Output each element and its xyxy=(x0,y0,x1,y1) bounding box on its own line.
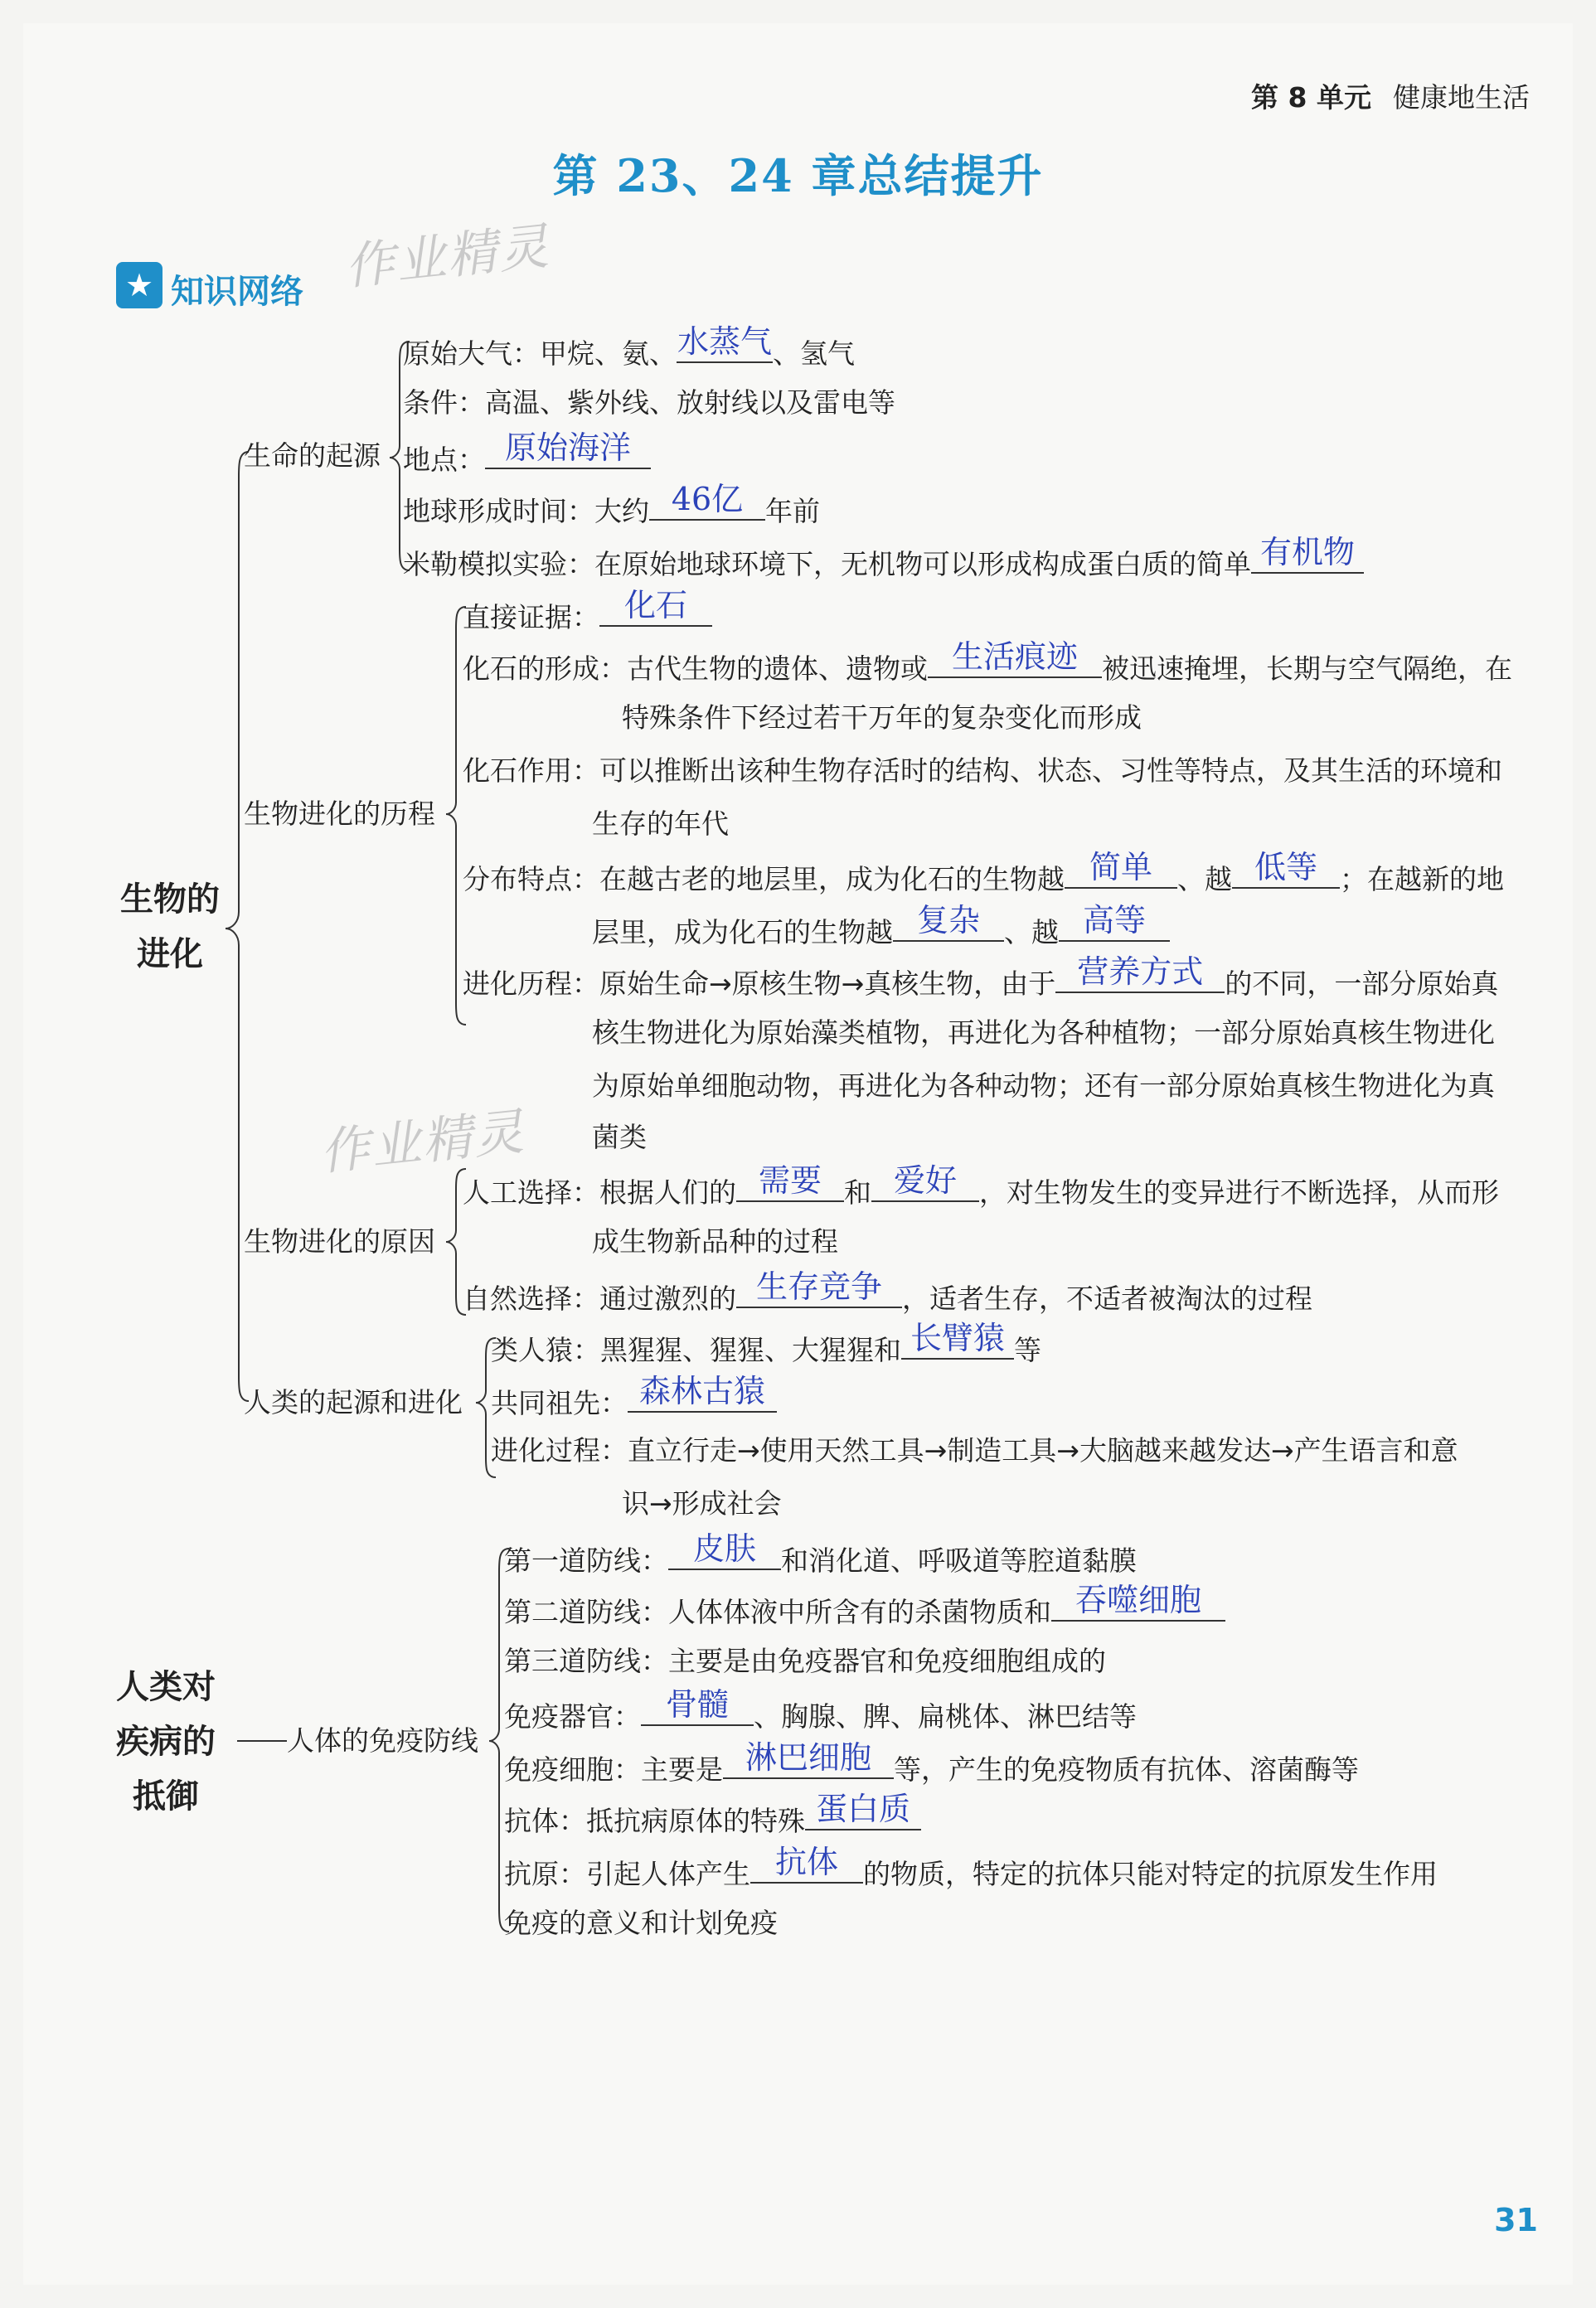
apes-text-post: 等 xyxy=(1014,1334,1041,1366)
distribution-line2-mid: 、越 xyxy=(1004,916,1059,948)
answer-text: 爱好 xyxy=(893,1162,957,1199)
formation-line xyxy=(463,638,1512,686)
answer-text: 46亿 xyxy=(671,481,744,517)
answer-text: 淋巴细胞 xyxy=(745,1739,871,1776)
organs-line xyxy=(504,1686,1137,1733)
immunity-meaning-line: 免疫的意义和计划免疫 xyxy=(504,1907,778,1939)
distribution-text: 分布特点：在越古老的地层里，成为化石的生物越 xyxy=(463,863,1065,895)
answer-blank xyxy=(641,1686,754,1726)
natural-text: 自然选择：通过激烈的 xyxy=(463,1282,736,1315)
earth-time-text-post: 年前 xyxy=(765,495,820,527)
answer-blank xyxy=(485,429,651,469)
first-defense-line xyxy=(504,1530,1137,1578)
immunity-title-line3: 抵御 xyxy=(133,1777,199,1816)
atmosphere-text-post: 、氢气 xyxy=(773,337,855,370)
atmosphere-line xyxy=(403,323,855,371)
cells-text-post: 等，产生的免疫物质有抗体、溶菌酶等 xyxy=(894,1753,1359,1786)
apes-line xyxy=(491,1320,1041,1367)
artificial-text-post: ，对生物发生的变异进行不断选择，从而形 xyxy=(979,1176,1499,1209)
answer-blank xyxy=(1055,953,1225,993)
answer-blank xyxy=(628,1373,777,1413)
immunity-title xyxy=(108,1660,224,1824)
miller-line xyxy=(403,534,1364,581)
answer-text: 化石 xyxy=(623,587,687,623)
distribution-text-post: ；在越新的地 xyxy=(1340,863,1504,895)
place-text: 地点： xyxy=(403,444,485,476)
star-icon: ★ xyxy=(116,262,163,308)
origin-of-life-label: 生命的起源 xyxy=(244,439,381,472)
answer-text: 高等 xyxy=(1082,902,1146,938)
answer-blank xyxy=(1065,849,1177,889)
evidence-line xyxy=(463,587,712,634)
answer-text: 简单 xyxy=(1089,849,1152,885)
answer-blank xyxy=(1051,1582,1225,1622)
unit-label: 第 8 单元 xyxy=(1251,81,1371,114)
cells-text: 免疫细胞：主要是 xyxy=(504,1753,723,1786)
causes-label: 生物进化的原因 xyxy=(244,1225,435,1258)
artificial-text-mid: 和 xyxy=(844,1176,871,1209)
second-defense-line xyxy=(504,1582,1225,1629)
organs-text-post: 、胸腺、脾、扁桃体、淋巴结等 xyxy=(754,1700,1137,1733)
answer-blank xyxy=(1059,902,1170,942)
ancestor-line xyxy=(491,1373,777,1420)
evidence-text: 直接证据： xyxy=(463,601,599,633)
answer-blank xyxy=(928,638,1102,678)
answer-blank xyxy=(750,1844,863,1884)
answer-text: 骨髓 xyxy=(665,1686,729,1723)
cells-line xyxy=(504,1739,1359,1787)
immunity-title-line1: 人类对 xyxy=(116,1668,216,1706)
section-label: 知识网络 xyxy=(171,273,303,311)
answer-text: 有机物 xyxy=(1259,534,1355,570)
human-process-line2: 识→形成社会 xyxy=(622,1487,782,1520)
earth-time-text: 地球形成时间：大约 xyxy=(403,495,649,527)
antibody-line xyxy=(504,1791,921,1838)
artificial-line2: 成生物新品种的过程 xyxy=(592,1225,838,1258)
page-title: 第 23、24 章总结提升 xyxy=(552,149,1044,202)
answer-text: 营养方式 xyxy=(1077,953,1204,990)
distribution-line1 xyxy=(463,849,1504,896)
immune-defense-label: 人体的免疫防线 xyxy=(287,1724,478,1757)
organs-text: 免疫器官： xyxy=(504,1700,641,1733)
natural-line xyxy=(463,1268,1312,1316)
answer-text: 复杂 xyxy=(916,902,980,938)
antigen-line xyxy=(504,1844,1438,1891)
earth-time-line xyxy=(403,481,820,528)
artificial-text: 人工选择：根据人们的 xyxy=(463,1176,736,1209)
answer-blank xyxy=(1251,534,1364,574)
answer-blank xyxy=(649,481,765,521)
distribution-text-mid: 、越 xyxy=(1177,863,1232,895)
answer-blank xyxy=(736,1268,902,1308)
ancestor-text: 共同祖先： xyxy=(491,1387,628,1419)
answer-blank xyxy=(871,1162,979,1202)
answer-blank xyxy=(599,587,712,627)
answer-blank xyxy=(668,1530,781,1570)
answer-text: 吞噬细胞 xyxy=(1075,1582,1201,1618)
answer-blank xyxy=(893,902,1004,942)
formation-line2: 特殊条件下经过若干万年的复杂变化而形成 xyxy=(622,701,1142,734)
answer-blank xyxy=(723,1739,894,1779)
natural-text-post: ，适者生存，不适者被淘汰的过程 xyxy=(902,1282,1312,1315)
subject-label: 健康地生活 xyxy=(1393,81,1530,114)
answer-blank xyxy=(901,1320,1014,1360)
watermark: 作业精灵 xyxy=(342,217,553,297)
answer-blank xyxy=(736,1162,844,1202)
miller-text: 米勒模拟实验：在原始地球环境下，无机物可以形成构成蛋白质的简单 xyxy=(403,548,1251,580)
answer-text: 生存竞争 xyxy=(755,1268,882,1305)
place-line xyxy=(403,429,651,477)
answer-blank xyxy=(805,1791,921,1830)
fossil-use-line2: 生存的年代 xyxy=(592,807,729,840)
answer-text: 低等 xyxy=(1254,849,1317,885)
answer-text: 森林古猿 xyxy=(638,1373,765,1409)
human-process-line1: 进化过程：直立行走→使用天然工具→制造工具→大脑越来越发达→产生语言和意 xyxy=(491,1434,1458,1467)
evolution-title-line1: 生物的 xyxy=(120,880,220,919)
first-defense-text: 第一道防线： xyxy=(504,1544,668,1577)
distribution-line2 xyxy=(592,902,1170,949)
answer-text: 皮肤 xyxy=(692,1530,756,1567)
answer-text: 水蒸气 xyxy=(677,323,772,360)
artificial-line1 xyxy=(463,1162,1499,1210)
atmosphere-text: 原始大气：甲烷、氨、 xyxy=(403,337,677,370)
answer-blank xyxy=(677,323,773,363)
third-defense-line: 第三道防线：主要是由免疫器官和免疫细胞组成的 xyxy=(504,1645,1106,1677)
process-line1 xyxy=(463,953,1499,1001)
page-number: 31 xyxy=(1494,2202,1538,2238)
process-line4: 菌类 xyxy=(592,1121,647,1153)
first-defense-text-post: 和消化道、呼吸道等腔道黏膜 xyxy=(781,1544,1137,1577)
answer-text: 长臂猿 xyxy=(910,1320,1005,1356)
human-label: 人类的起源和进化 xyxy=(244,1386,463,1418)
answer-text: 蛋白质 xyxy=(815,1791,910,1827)
answer-text: 生活痕迹 xyxy=(951,638,1078,675)
process-text-post: 的不同，一部分原始真 xyxy=(1225,967,1499,1000)
history-label: 生物进化的历程 xyxy=(244,798,435,830)
formation-text: 化石的形成：古代生物的遗体、遗物或 xyxy=(463,652,928,685)
evolution-title-line2: 进化 xyxy=(137,935,203,973)
apes-text: 类人猿：黑猩猩、猩猩、大猩猩和 xyxy=(491,1334,901,1366)
formation-text-post: 被迅速掩埋，长期与空气隔绝，在 xyxy=(1102,652,1512,685)
answer-text: 原始海洋 xyxy=(504,429,631,466)
answer-blank xyxy=(1232,849,1340,889)
answer-text: 需要 xyxy=(758,1162,822,1199)
antigen-text-post: 的物质，特定的抗体只能对特定的抗原发生作用 xyxy=(863,1858,1438,1890)
second-defense-text: 第二道防线：人体体液中所含有的杀菌物质和 xyxy=(504,1596,1051,1628)
antigen-text: 抗原：引起人体产生 xyxy=(504,1858,750,1890)
immunity-title-line2: 疾病的 xyxy=(116,1723,216,1761)
answer-text: 抗体 xyxy=(774,1844,838,1880)
antibody-text: 抗体：抵抗病原体的特殊 xyxy=(504,1805,805,1837)
evolution-title xyxy=(116,872,224,982)
process-text: 进化历程：原始生命→原核生物→真核生物，由于 xyxy=(463,967,1056,1000)
watermark: 作业精灵 xyxy=(317,1103,528,1182)
distribution-line2-text: 层里，成为化石的生物越 xyxy=(592,916,893,948)
process-line2: 核生物进化为原始藻类植物，再进化为各种植物；一部分原始真核生物进化 xyxy=(592,1016,1495,1049)
process-line3: 为原始单细胞动物，再进化为各种动物；还有一部分原始真核生物进化为真 xyxy=(592,1069,1495,1102)
fossil-use-line1: 化石作用：可以推断出该种生物存活时的结构、状态、习性等特点，及其生活的环境和 xyxy=(463,754,1502,787)
conditions-line: 条件：高温、紫外线、放射线以及雷电等 xyxy=(403,386,895,419)
